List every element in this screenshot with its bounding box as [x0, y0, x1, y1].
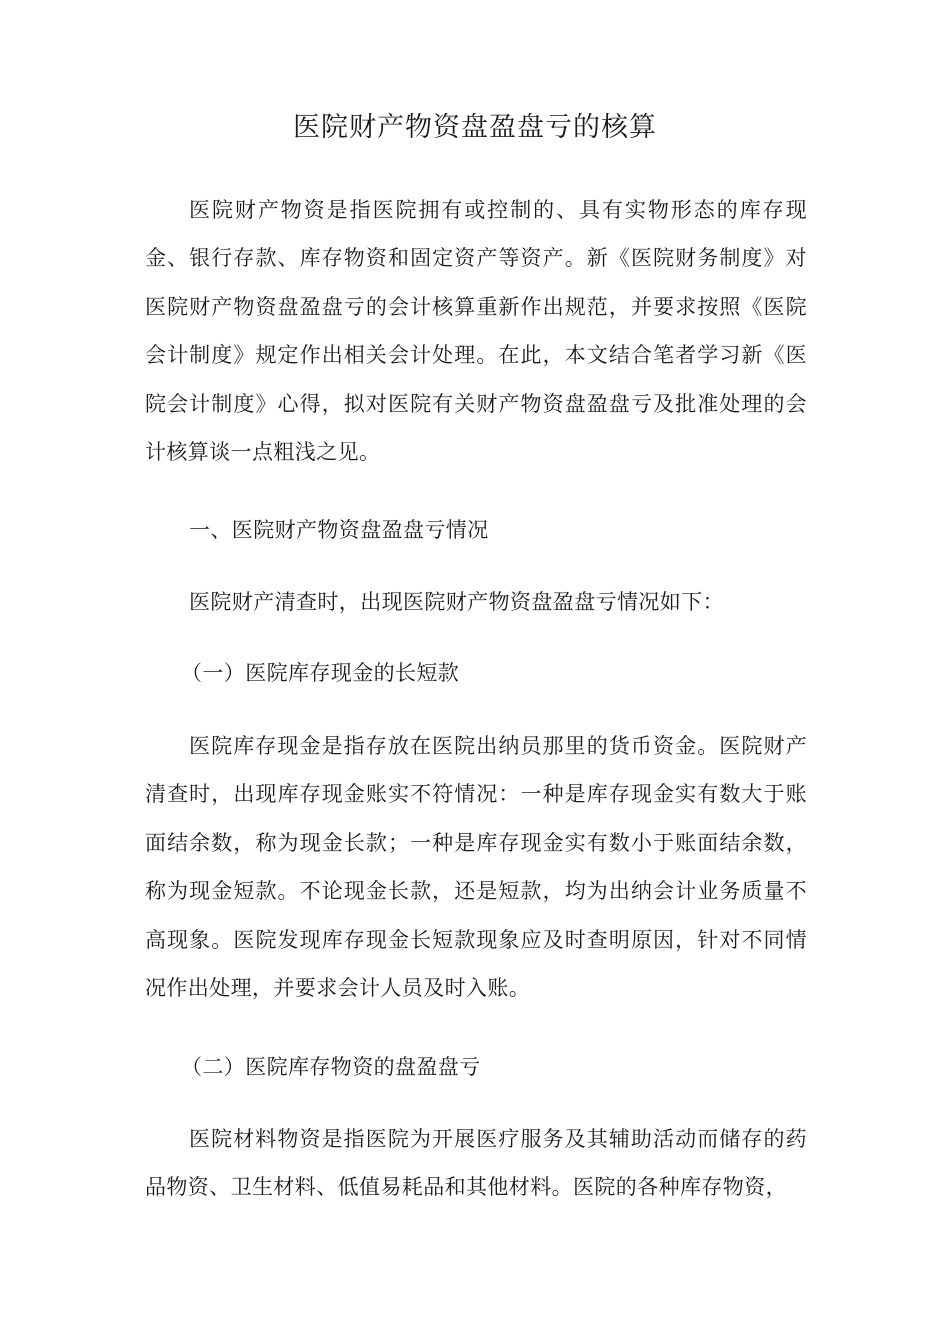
- subsection-heading-1: （一）医院库存现金的长短款: [181, 661, 460, 685]
- subsection-heading-2: （二）医院库存物资的盘盈盘亏: [181, 1055, 481, 1079]
- section-1-lead-paragraph: 医院财产清查时，出现医院财产物资盘盈盘亏情况如下：: [189, 590, 724, 614]
- subsection-2-paragraph: 医院材料物资是指医院为开展医疗服务及其辅助活动而储存的药品物资、卫生材料、低值易耗品和其他材料。医院的各种库存物资，: [145, 1127, 807, 1200]
- section-heading-1: 一、医院财产物资盘盈盘亏情况: [189, 518, 489, 542]
- document-title: 医院财产物资盘盈盘亏的核算: [293, 112, 657, 143]
- subsection-1-paragraph: 医院库存现金是指存放在医院出纳员那里的货币资金。医院财产清查时，出现库存现金账实不符情况：一种是库存现金实有数大于账面结余数，称为现金长款；一种是库存现金实有数小于账面结余数，称为现金短款。不论现金长款，还是短款，均为出纳会计业务质量不高现象。医院发现库存现金长短款现象应及时查明原因，针对不同情况作出处理，并要求会计人员及时入账。: [145, 734, 807, 1001]
- intro-paragraph: 医院财产物资是指医院拥有或控制的、具有实物形态的库存现金、银行存款、库存物资和固定资产等资产。新《医院财务制度》对医院财产物资盘盈盘亏的会计核算重新作出规范，并要求按照《医院会计制度》规定作出相关会计处理。在此，本文结合笔者学习新《医院会计制度》心得，拟对医院有关财产物资盘盈盘亏及批准处理的会计核算谈一点粗浅之见。: [145, 198, 807, 465]
